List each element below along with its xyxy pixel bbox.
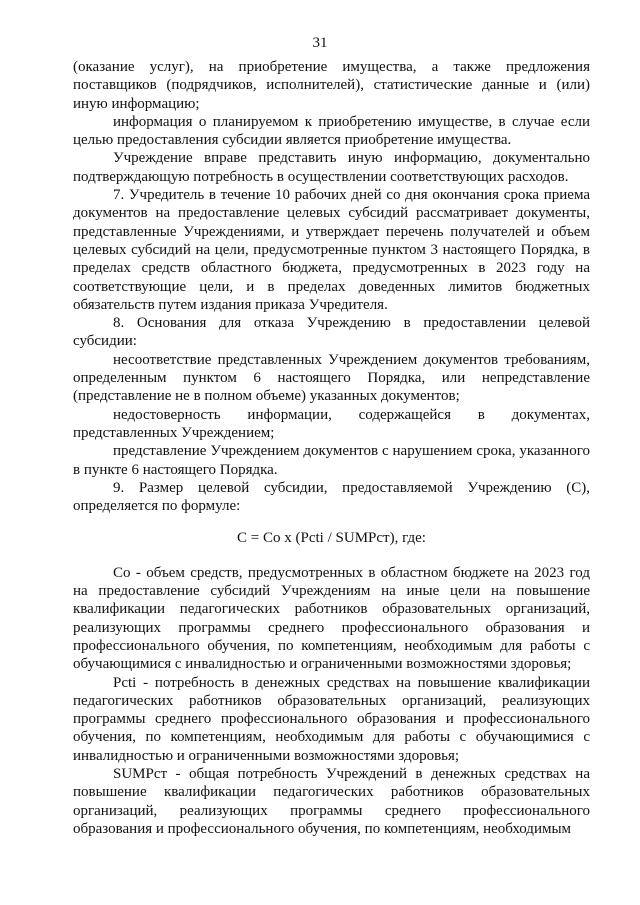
paragraph-property-info: информация о планируемом к приобретению имуществе, в случае если целью предоставления субсидии является приобретение имущества. — [73, 113, 590, 149]
paragraph-refusal-reason-2: недостоверность информации, содержащейся в документах, представленных Учреждением; — [73, 406, 590, 441]
paragraph-refusal-reason-1: несоответствие представленных Учреждением документов требованиям, определенным пунктом 6 настоящего Порядка, или непредставление (представление не в полном объеме) указанных документов; — [73, 351, 590, 405]
paragraph-other-info: Учреждение вправе представить иную информацию, документально подтверждающую потребность в осуществлении соответствующих расходов. — [73, 150, 590, 185]
paragraph-co-definition: Co - объем средств, предусмотренных в областном бюджете на 2023 год на предоставление субсидий Учреждениям на иные цели на повышение квалификации педагогических работников образовательных организаций, реализующих программы среднего профессионального образования и профессионального обучения, по компетенциям, необходимым для работы с обучающимися с инвалидностью и ограниченными возможностями здоровья; — [73, 564, 590, 673]
subsidy-formula: C = Co x (Pcti / SUMPст), где: — [237, 530, 426, 547]
document-body — [73, 58, 590, 838]
paragraph-refusal-reason-3: представление Учреждением документов с нарушением срока, указанного в пункте 6 настоящего Порядка. — [73, 443, 590, 478]
paragraph-item-8: 8. Основания для отказа Учреждению в предоставлении целевой субсидии: — [73, 315, 590, 350]
page-number: 31 — [312, 35, 328, 51]
paragraph-pcti-definition: Pcti - потребность в денежных средствах на повышение квалификации педагогических работников образовательных организаций, реализующих программы среднего профессионального образования и профессионального обучения, по компетенциям, необходимым для работы с обучающимися с инвалидностью и ограниченными возможностями здоровья; — [73, 674, 590, 764]
paragraph-item-7: 7. Учредитель в течение 10 рабочих дней со дня окончания срока приема документов на предоставление целевых субсидий рассматривает документы, представленные Учреждениями, и утверждает перечень получателей и объем целевых субсидий на цели, предусмотренные пунктом 3 настоящего Порядка, в пределах средств областного бюджета, предусмотренных в 2023 году на соответствующие цели, и в пределах доведенных лимитов бюджетных обязательств путем издания приказа Учредителя. — [73, 187, 590, 313]
paragraph-sump-definition: SUMPст - общая потребность Учреждений в денежных средствах на повышение квалификации педагогических работников образовательных организаций, реализующих программы среднего профессионального образования и профессионального обучения, по компетенциям, необходимым — [73, 765, 590, 837]
paragraph-item-9: 9. Размер целевой субсидии, предоставляемой Учреждению (C), определяется по формуле: — [73, 479, 590, 515]
paragraph-continuation: (оказание услуг), на приобретение имущества, а также предложения поставщиков (подрядчиков, исполнителей), статистические данные и (или) иную информацию; — [73, 59, 590, 112]
